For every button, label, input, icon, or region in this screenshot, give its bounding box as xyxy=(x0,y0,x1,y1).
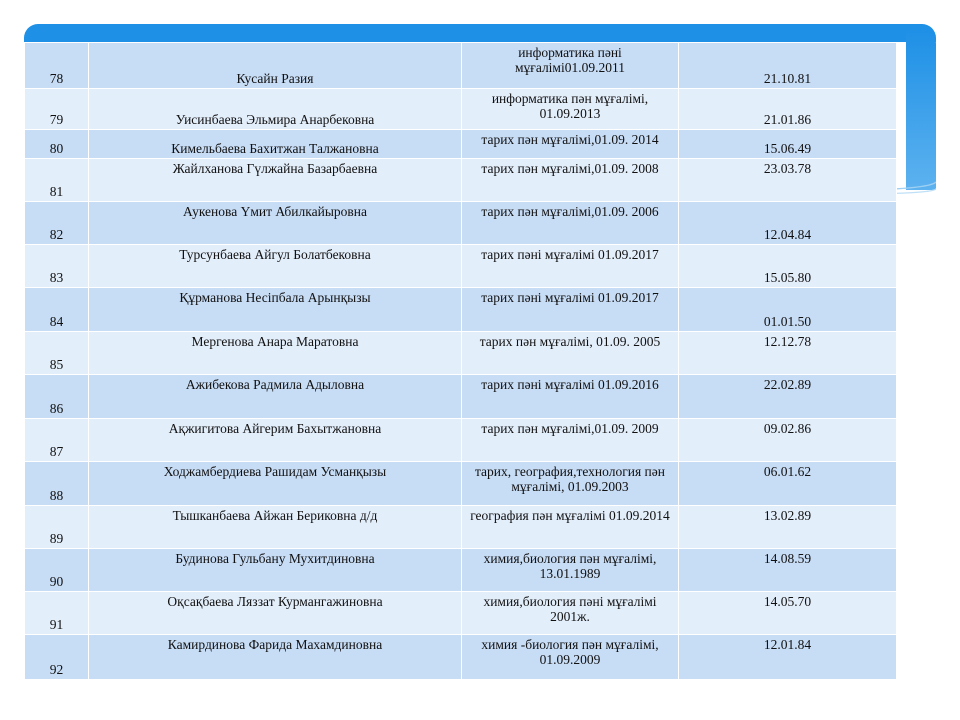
table-row xyxy=(25,592,897,635)
teacher-name: Кимельбаева Бахитжан Талжановна xyxy=(89,130,462,159)
table-row xyxy=(25,419,897,462)
birth-date: 15.05.80 xyxy=(679,245,897,288)
table-row xyxy=(25,332,897,375)
staff-table-container xyxy=(24,42,896,680)
table-row xyxy=(25,506,897,549)
teacher-name: Камирдинова Фарида Махамдиновна xyxy=(89,635,462,680)
row-number: 84 xyxy=(25,288,89,332)
teacher-name: Уисинбаева Эльмира Анарбековна xyxy=(89,89,462,130)
teacher-name: Оқсақбаева Ляззат Курмангажиновна xyxy=(89,592,462,635)
teacher-name: Турсунбаева Айгул Болатбековна xyxy=(89,245,462,288)
table-row xyxy=(25,245,897,288)
birth-date: 09.02.86 xyxy=(679,419,897,462)
subject-and-start-date: тарих, география,технология пән мұғалімі, 01.09.2003 xyxy=(462,462,679,506)
birth-date: 21.10.81 xyxy=(679,43,897,89)
teacher-name: Ақжигитова Айгерим Бахытжановна xyxy=(89,419,462,462)
subject-and-start-date: информатика пәні мұғалімі01.09.2011 xyxy=(462,43,679,89)
birth-date: 14.08.59 xyxy=(679,549,897,592)
row-number: 81 xyxy=(25,159,89,202)
table-row xyxy=(25,288,897,332)
birth-date: 12.12.78 xyxy=(679,332,897,375)
birth-date: 12.04.84 xyxy=(679,202,897,245)
subject-and-start-date: тарих пән мұғалімі,01.09. 2006 xyxy=(462,202,679,245)
row-number: 88 xyxy=(25,462,89,506)
subject-and-start-date: тарих пәні мұғалімі 01.09.2017 xyxy=(462,245,679,288)
subject-and-start-date: химия,биология пәні мұғалімі 2001ж. xyxy=(462,592,679,635)
table-row xyxy=(25,462,897,506)
side-accent-bar xyxy=(906,30,936,190)
table-row xyxy=(25,89,897,130)
subject-and-start-date: география пән мұғалімі 01.09.2014 xyxy=(462,506,679,549)
subject-and-start-date: химия -биология пән мұғалімі, 01.09.2009 xyxy=(462,635,679,680)
birth-date: 06.01.62 xyxy=(679,462,897,506)
subject-and-start-date: тарих пәні мұғалімі 01.09.2017 xyxy=(462,288,679,332)
table-row xyxy=(25,375,897,419)
row-number: 80 xyxy=(25,130,89,159)
table-row xyxy=(25,202,897,245)
teacher-name: Құрманова Несіпбала Арынқызы xyxy=(89,288,462,332)
subject-and-start-date: тарих пән мұғалімі, 01.09. 2005 xyxy=(462,332,679,375)
row-number: 86 xyxy=(25,375,89,419)
birth-date: 12.01.84 xyxy=(679,635,897,680)
row-number: 92 xyxy=(25,635,89,680)
row-number: 79 xyxy=(25,89,89,130)
birth-date: 22.02.89 xyxy=(679,375,897,419)
birth-date: 01.01.50 xyxy=(679,288,897,332)
row-number: 90 xyxy=(25,549,89,592)
staff-table xyxy=(24,42,897,680)
teacher-name: Ажибекова Радмила Адыловна xyxy=(89,375,462,419)
table-row xyxy=(25,549,897,592)
teacher-name: Аукенова Үмит Абилкайыровна xyxy=(89,202,462,245)
birth-date: 14.05.70 xyxy=(679,592,897,635)
row-number: 89 xyxy=(25,506,89,549)
row-number: 82 xyxy=(25,202,89,245)
row-number: 91 xyxy=(25,592,89,635)
subject-and-start-date: тарих пән мұғалімі,01.09. 2014 xyxy=(462,130,679,159)
birth-date: 15.06.49 xyxy=(679,130,897,159)
teacher-name: Тышканбаева Айжан Бериковна д/д xyxy=(89,506,462,549)
row-number: 83 xyxy=(25,245,89,288)
teacher-name: Кусайн Разия xyxy=(89,43,462,89)
teacher-name: Ходжамбердиева Рашидам Усманқызы xyxy=(89,462,462,506)
subject-and-start-date: тарих пәні мұғалімі 01.09.2016 xyxy=(462,375,679,419)
birth-date: 23.03.78 xyxy=(679,159,897,202)
header-accent-bar xyxy=(24,24,936,42)
table-row xyxy=(25,159,897,202)
table-row xyxy=(25,43,897,89)
subject-and-start-date: химия,биология пән мұғалімі, 13.01.1989 xyxy=(462,549,679,592)
table-row xyxy=(25,635,897,680)
birth-date: 21.01.86 xyxy=(679,89,897,130)
row-number: 78 xyxy=(25,43,89,89)
subject-and-start-date: информатика пән мұғалімі, 01.09.2013 xyxy=(462,89,679,130)
subject-and-start-date: тарих пән мұғалімі,01.09. 2009 xyxy=(462,419,679,462)
birth-date: 13.02.89 xyxy=(679,506,897,549)
row-number: 85 xyxy=(25,332,89,375)
teacher-name: Будинова Гульбану Мухитдиновна xyxy=(89,549,462,592)
teacher-name: Мергенова Анара Маратовна xyxy=(89,332,462,375)
row-number: 87 xyxy=(25,419,89,462)
teacher-name: Жайлханова Гүлжайна Базарбаевна xyxy=(89,159,462,202)
table-row xyxy=(25,130,897,159)
subject-and-start-date: тарих пән мұғалімі,01.09. 2008 xyxy=(462,159,679,202)
